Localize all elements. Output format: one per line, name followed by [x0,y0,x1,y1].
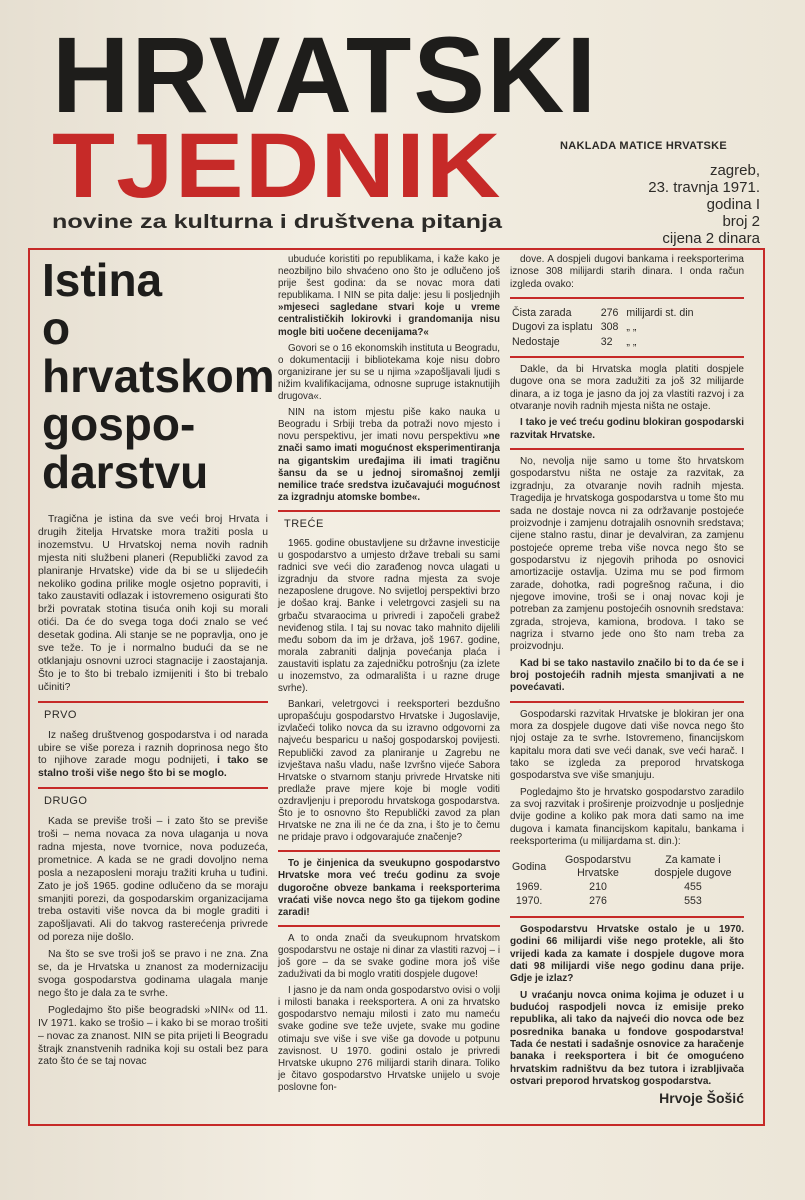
paragraph [278,254,500,339]
headline-line: gospo- [42,398,196,450]
paragraph-bold: Gospodarstvu Hrvatske ostalo je u 1970. godini 66 milijardi više nego protekle, ali što vrijedi kada za kamate i dospjele dugove mora dati 98 milijardi više nego godinu dana prije. Gdje je izlaz? [510,923,744,985]
headline-line: o [42,302,71,354]
table-row [512,321,700,333]
table-cell: 553 [684,895,702,908]
paragraph: Pogledajmo što piše beogradski »NIN« od 11. IV 1971. kako se trošio – i kako bi se morao trošiti – novac za znanost. NIN se pita prijeti li Beogradu štrajk znanstvenih radnika koji su ostali bez para zato što će se taj novac [38,1004,268,1068]
author-signature: Hrvoje Šošić [659,1090,744,1107]
paragraph-bold: U vraćanju novca onima kojima je oduzet i u budućoj raspodjeli novca iz emisije preko republika, ali tako da najveći dio novca ode bez posrednika banaka u fondove gospodarstva! Tada će nestati i sadašnje osnovice za haračenje banaka i reeksportera i bit će omogućeno hrvatskim radništvu da bez tutora i izrabljivača ostvari preporod hrvatskog gospodarstva. [510,989,744,1087]
paragraph-bold: To je činjenica da sveukupno gospodarstvo Hrvatske mora već treću godinu za svoje dugoročne obveze bankama i reeksporterima vraćati više novca nego što ga tijekom godine zaradi! [278,858,500,918]
table-cell: Nedostaje [512,335,560,348]
date: 23. travnja 1971. [648,179,760,196]
column-2 [278,254,500,1098]
emphasis-text: i tako se stalno troši više nego što bi se moglo. [38,755,269,780]
table-cell: Čista zarada [512,307,572,320]
paragraph-text: ubuduće koristiti po republikama, i kaže kako je neozbiljno bilo shvaćeno ono što je odlučeno još prije šest godina: da se novac mora dati republikama. I NIN se pita dalje: jesu li posljednjih [278,254,500,302]
paragraph: Govori se o 16 ekonomskih instituta u Beogradu, o dokumentaciji i bibliotekama koje nisu dobro organizirane jer su se u njima »zapošljavali ljudi s nižim kvalifikacijama, odnosne supruge istaknutijih drugova«. [278,342,500,403]
masthead-tagline: novine za kulturna i društvena pitanja [52,212,502,233]
paragraph [38,730,268,782]
table-cell: 210 [589,881,607,894]
section-rule [38,787,268,789]
paragraph: 1965. godine obustavljene su državne investicije u gospodarstvo a umjesto države trebali su sami radnici sve veći dio zarađenog novca ulagati u izgradnju da stvore radna mjesta za svoje nezaposlene drugove. No svijetloj perspektivi brzo je došao kraj. Banke i veletrgovci zasjeli su na grbaču stvaraocima u privredi i započeli grabež neviđenog stila. I taj su novac tako mahnito dijelili među sobom da im je država, još 1967. godine, morala zabraniti daljnja povećanja plaća i zaustaviti isplatu za zajedničku potrošnju (za izlete u inozemstvo, za odmarališta i u razne druge svrhe). [278,537,500,695]
price: cijena 2 dinara [662,230,760,247]
publication-info [560,140,760,247]
table-cell: 276 [589,895,607,908]
paragraph: Kada se previše troši – i zato što se previše troši – nema novaca za nova ulaganja u nova radna mjesta, nove tvornice, nova poduzeća, prometnice. A kada se ne gradi dovoljno nema posla a nezaposleni moraju tražiti kruha u tuđini. Zato je još 1965. godine odlučeno da se moraju smanjiti porezi, da gospodarskim organizacijama treba ostaviti više novca da bi mogle graditi i zapošljavati. Ali do takvog rasterećenja privrede od poreza nije došlo. [38,816,268,944]
year: godina I [706,196,760,213]
emphasis-text: »mjeseci sagledane stvari koje u vreme centralističkih lokirovki i grandomanija nisu mogle biti uočene decenijama?« [278,302,500,338]
table-row [512,881,742,893]
headline-line: Istina [42,254,163,306]
table-cell: milijardi st. din [626,307,694,320]
column-1 [38,514,268,1073]
masthead-title-top: HRVATSKI [52,14,599,135]
section-rule [510,701,744,703]
section-rule [510,297,744,299]
table-cell: 276 [600,307,619,320]
section-rule [278,510,500,512]
table-row [512,895,742,907]
paragraph: Na što se sve troši još se pravo i ne zna. Zna se, da je Hrvatska u znanost za modernizaciju svoga gospodarstva godinama ulagala manje nego što je dala za te svrhe. [38,949,268,999]
paragraph: Dakle, da bi Hrvatska mogla platiti dospjele dugove ona se mora zadužiti za još 32 milijarde dinara, a iz toga je jasno da joj za vlastiti razvoj i za otvaranje novih radnih mjesta ništa ne ostaje. [510,364,744,413]
section-rule [278,925,500,927]
paragraph-text: NIN na istom mjestu piše kako nauka u Beogradu i Srbiji treba da potraži novo mjesto i novu perspektivu, jer imati novu perspektivu [278,407,500,443]
table-cell: Dugovi za isplatu [512,321,593,334]
table-row [512,307,700,319]
table-cell: 455 [684,881,702,894]
table-cell: 308 [600,321,619,334]
headline-line: darstvu [42,446,209,498]
comparison-table [510,852,744,909]
table-cell: 32 [600,335,613,348]
paragraph-text: Iz našeg društvenog gospodarstva i od narada ubire se više poreza i raznih doprinosa nego što to njihove zarade mogu podnijeti, [38,729,268,767]
section-heading: DRUGO [44,795,88,808]
issue: broj 2 [722,213,760,230]
table-cell: „ „ [626,321,637,334]
section-rule [38,701,268,703]
table-header: Za kamate i dospjele dugove [654,854,732,879]
paragraph: Gospodarski razvitak Hrvatske je blokiran jer ona mora za dospjele dugove dati više novca nego što njoj ostaje za te svrhe. Istovremeno, financijskom kapitalu mora dati sve veći danak, sve veći harač. I tako se izgleda za preporod hrvatskoga gospodarstva sve više smanjuju. [510,708,744,782]
emphasis-text: »ne znači samo imati mogućnost eksperimentiranja na gigantskim uređajima ili imati tragičnu šansu da se u jednoj siromašnoj zemlji nemilice traće sredstva izučavajući mogućnost za izgradnju atomske bombe«. [278,431,500,503]
headline-line: hrvatskom [42,350,275,402]
table-header: Godina [512,860,547,873]
debt-table [510,305,702,350]
section-heading: TREĆE [284,517,324,530]
section-heading: PRVO [44,708,77,721]
paragraph: I jasno je da nam onda gospodarstvo ovisi o volji i milosti banaka i reeksportera. A oni za hrvatsko gospodarstvo nemaju milosti i zato mu nameću svake godine sve teže uvjete, svake mu godine otimaju sve više i sve više ga dovode u potpunu zavisnost. U 1970. godini ostalo je privredi Hrvatske ukupno 276 milijardi starih dinara. Toliko je čitavo gospodarstvo Hrvatske unijelo u svoje poslovne fon- [278,985,500,1093]
paragraph: Pogledajmo što je hrvatsko gospodarstvo zaradilo za svoj razvitak i proširenje proizvodnje u posljednje dvije godine a koliko pak mora dati samo na ime dugova i kamata financijskom kapitalu, bankama i reeksporterima (u milijardama st. din.): [510,786,744,848]
section-rule [278,850,500,852]
table-cell: „ „ [626,335,637,348]
city: zagreb, [709,162,760,179]
table-row [512,336,700,348]
paragraph [278,407,500,504]
paragraph-bold: Kad bi se tako nastavilo značilo bi to da će se i broj postojećih radnih mjesta smanjivati a ne povećavati. [510,657,744,694]
section-rule [510,448,744,450]
paragraph: No, nevolja nije samo u tome što hrvatskom gospodarstvu ništa ne ostaje za razvitak, za izgradnju, za otvaranje novih radnih mjesta. Tragedija je hrvatskoga gospodarstva u tome što mu sada ne dostaje novca ni za održavanje postojeće proizvodnje i zamjenu dotrajalih osnovnih sredstava; cijene stalno rastu, dinar je devalviran, za zamjenu postojeće opreme treba više novca nego što se gospodarstvu iz njegovih prihoda po osnovici amortizacije ostavlja. Uzima mu se pod firmom zarade, dohotka, radi pogrešnog računa, i dio njegove imovine, troši se i onaj novac koji je potreban za zamjenu postojećih osnovnih sredstava: zgrada, strojeva, kamiona, brodova. I tako se nagriza i stvarno jede ono što nam treba za proizvodnju. [510,456,744,653]
table-header-row [512,854,742,879]
paragraph: Tragična je istina da sve veći broj Hrvata i drugih žitelja Hrvatske mora tražiti posla u inozemstvu. U Hrvatskoj nema novih radnih mjesta niti službeni planeri (Republički zavod za planiranje Hrvatske) vide da bi se u slijedećih nekoliko godina prilike mogle osjetno popraviti, i tako zaustaviti odlazak i istovremeno osigurati što brži povratak stotina tisuća onih koji su morali otići. Da će do svega toga doći znalo se već desetak godina. Ali stanje se ne popravlja, ono je sve teže. To je i normalno budući da se ne otklanjaju osnovni uzroci stagnacije i zaostajanja. Što je to što bi trebalo izmijeniti i što bi trebalo učiniti? [38,514,268,693]
table-header: Gospodarstvu Hrvatske [565,854,631,879]
paragraph: A to onda znači da sveukupnom hrvatskom gospodarstvu ne ostaje ni dinar za vlastiti razvoj – i još gore – da se svake godine mora još više zaduživati da bi moglo vratiti dospjele dugove! [278,932,500,981]
publisher: NAKLADA MATICE HRVATSKE [560,140,728,152]
section-rule [510,356,744,358]
column-3 [510,254,744,1105]
table-cell: 1969. [515,881,543,894]
paragraph-bold: I tako je već treću godinu blokiran gospodarski razvitak Hrvatske. [510,417,744,441]
paragraph: Bankari, veletrgovci i reeksporteri bezdušno upropašćuju gospodarstvo Hrvatske i Jugoslavije, izvlačeći toliko novca da su izravno odgovorni za najveću besparicu u našoj gospodarskoj povijesti. Republički zavod za planiranje u Zagrebu ne izvještava našu vladu, naše Izvršno vijeće Sabora Hrvatske o stvarnom stanju privrede Hrvatske niti predlaže prave mjere koje bi mogle voditi ozdravljenju i preporodu hrvatskoga gospodarstva. Što je to osnovno što Republički zavod za plan Hrvatske ne zna ili ne će da zna, i što je to čemu ne pridaje pravo i odgovarajuće značenje? [278,699,500,844]
section-rule [510,916,744,918]
table-cell: 1970. [515,895,543,908]
masthead-title-bottom: TJEDNIK [52,115,502,217]
paragraph: dove. A dospjeli dugovi bankama i reeksporterima iznose 308 milijardi starih dinara. I onda račun izgleda ovako: [510,254,744,290]
article-headline [42,254,275,498]
